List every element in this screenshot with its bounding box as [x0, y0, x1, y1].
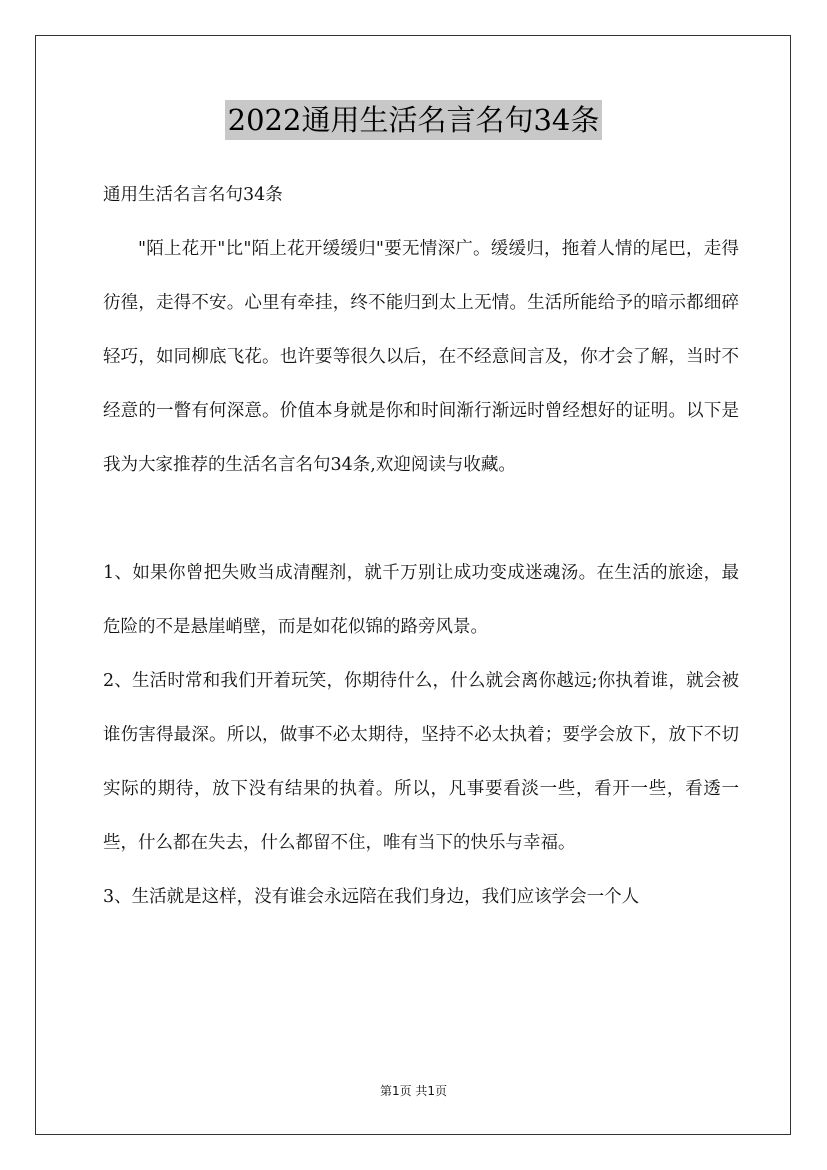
list-item: 2、生活时常和我们开着玩笑，你期待什么，什么就会离你越远;你执着谁，就会被谁伤害得最深。所以，做事不必太期待，坚持不必太执着；要学会放下，放下不切实际的期待，放下没有结果的执着。所以，凡事要看淡一些，看开一些，看透一些，什么都在失去，什么都留不住，唯有当下的快乐与幸福。	[103, 671, 739, 853]
list-item: 3、生活就是这样，没有谁会永远陪在我们身边，我们应该学会一个人	[103, 887, 640, 907]
list-item: 1、如果你曾把失败当成清醒剂，就千万别让成功变成迷魂汤。在生活的旅途，最危险的不是悬崖峭壁，而是如花似锦的路旁风景。	[103, 563, 739, 637]
intro-paragraph: "陌上花开"比"陌上花开缓缓归"要无情深广。缓缓归，拖着人情的尾巴，走得彷徨，走得不安。心里有牵挂，终不能归到太上无情。生活所能给予的暗示都细碎轻巧，如同柳底飞花。也许要等很久以后，在不经意间言及，你才会了解，当时不经意的一瞥有何深意。价值本身就是你和时间渐行渐远时曾经想好的证明。以下是我为大家推荐的生活名言名句34条,欢迎阅读与收藏。	[103, 239, 739, 475]
title-wrap	[0, 100, 827, 140]
document-title: 2022通用生活名言名句34条	[225, 100, 603, 140]
document-body	[103, 168, 739, 924]
page-footer: 第1页 共1页	[379, 1084, 448, 1098]
paragraph-gap	[103, 492, 739, 546]
subtitle: 通用生活名言名句34条	[103, 185, 283, 205]
